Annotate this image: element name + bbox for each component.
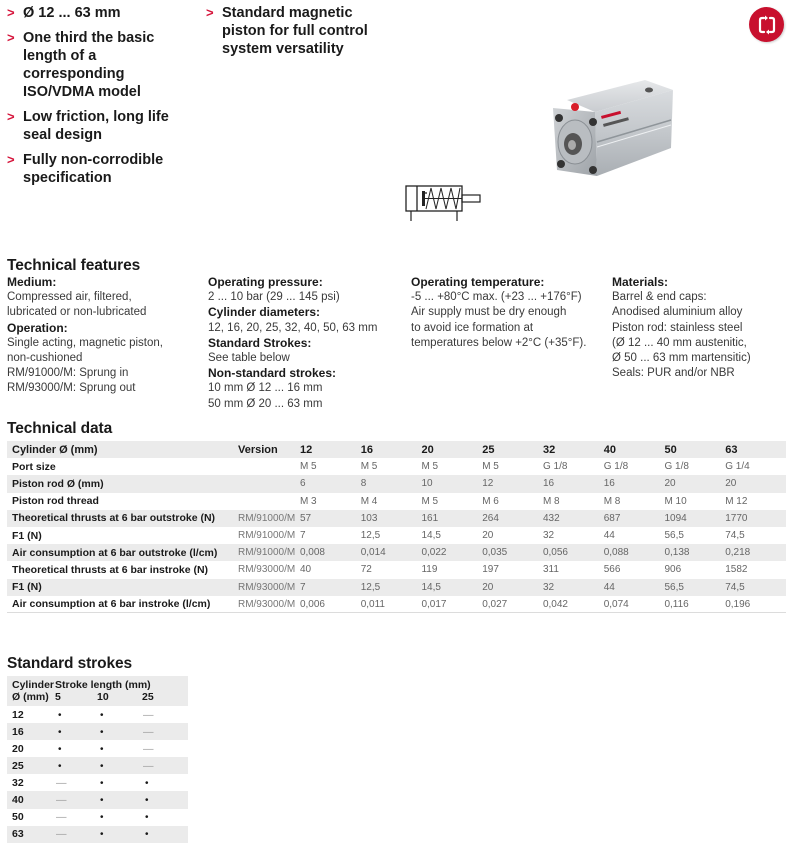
version-cell: RM/93000/M: [238, 579, 300, 596]
value-cell: 687: [604, 510, 665, 527]
header-cell: [55, 676, 188, 706]
value-cell: 197: [482, 561, 543, 578]
table-row: [7, 544, 786, 561]
value-cell: 0,138: [664, 544, 725, 561]
value-cell: 32: [543, 579, 604, 596]
availability-mark: •: [100, 812, 104, 824]
availability-mark: •: [100, 795, 104, 807]
bore-cell: 16: [7, 723, 55, 740]
non-standard-strokes-value: 10 mm Ø 12 ... 16 mm: [208, 382, 323, 395]
operating-temperature-label: Operating temperature:: [411, 275, 545, 289]
value-cell: 0,011: [361, 596, 422, 613]
availability-mark: —: [56, 828, 67, 841]
header-cell: 25: [482, 441, 543, 458]
value-cell: G 1/8: [604, 458, 665, 475]
table-row: [7, 527, 786, 544]
chevron-right-icon: >: [206, 5, 214, 20]
header-cell: 32: [543, 441, 604, 458]
operating-temperature-value: Air supply must be dry enough: [411, 306, 567, 319]
chevron-right-icon: >: [7, 30, 15, 45]
version-cell: RM/93000/M: [238, 596, 300, 613]
availability-mark: •: [145, 777, 149, 789]
value-cell: 103: [361, 510, 422, 527]
availability-mark: —: [143, 708, 154, 721]
param-cell: Theoretical thrusts at 6 bar instroke (N): [7, 561, 238, 578]
operation-value: RM/93000/M: Sprung out: [7, 382, 136, 395]
value-cell: 0,042: [543, 596, 604, 613]
table-header-row: [7, 676, 188, 706]
bore-cell: 63: [7, 826, 55, 843]
medium-value: Compressed air, filtered,: [7, 291, 132, 304]
technical-data-table: [7, 441, 786, 613]
value-cell: M 12: [725, 493, 786, 510]
value-cell: 6: [300, 475, 361, 492]
value-cell: 8: [361, 475, 422, 492]
value-cell: M 5: [482, 458, 543, 475]
value-cell: 14,5: [421, 527, 482, 544]
value-cell: 0,017: [421, 596, 482, 613]
operating-temperature-value: to avoid ice formation at: [411, 321, 534, 334]
value-cell: 32: [543, 527, 604, 544]
header-cell: 16: [361, 441, 422, 458]
refresh-cycle-badge: [749, 7, 784, 42]
value-cell: M 8: [604, 493, 665, 510]
param-cell: Piston rod Ø (mm): [7, 475, 238, 492]
table-row: [7, 826, 188, 843]
value-cell: 7: [300, 579, 361, 596]
operating-pressure-label: Operating pressure:: [208, 275, 323, 289]
refresh-cycle-icon: [757, 14, 777, 36]
operation-value: RM/91000/M: Sprung in: [7, 367, 129, 380]
table-row: [7, 596, 786, 613]
value-cell: 432: [543, 510, 604, 527]
value-cell: 57: [300, 510, 361, 527]
value-cell: M 5: [300, 458, 361, 475]
standard-strokes-label: Standard Strokes:: [208, 335, 312, 350]
value-cell: 44: [604, 527, 665, 544]
header-text: 25: [142, 691, 154, 703]
header-cell: 50: [664, 441, 725, 458]
materials-value: Anodised aluminium alloy: [612, 306, 743, 319]
availability-mark: —: [143, 759, 154, 772]
version-cell: RM/93000/M: [238, 561, 300, 578]
value-cell: 20: [664, 475, 725, 492]
header-cell: [7, 676, 55, 706]
tech-features-col-2: [208, 275, 408, 412]
value-cell: 0,006: [300, 596, 361, 613]
materials-value: Barrel & end caps:: [612, 291, 707, 304]
table-row: [7, 706, 188, 723]
param-cell: Port size: [7, 458, 238, 475]
value-cell: M 10: [664, 493, 725, 510]
value-cell: M 5: [421, 458, 482, 475]
operating-temperature-value: temperatures below +2°C (+35°F).: [411, 336, 587, 349]
materials-value: (Ø 12 ... 40 mm austenitic,: [612, 336, 747, 349]
value-cell: 40: [300, 561, 361, 578]
feature-item: > Low friction, long life seal design: [7, 109, 169, 143]
table-row: [7, 475, 786, 492]
version-cell: RM/91000/M: [238, 527, 300, 544]
table-row: [7, 579, 786, 596]
value-cell: 12: [482, 475, 543, 492]
chevron-right-icon: >: [7, 152, 15, 167]
standard-strokes-title: Standard strokes: [7, 655, 133, 672]
tech-features-col-4: [612, 275, 787, 381]
availability-mark: •: [58, 760, 62, 772]
value-cell: 56,5: [664, 579, 725, 596]
medium-label: Medium:: [7, 275, 57, 289]
availability-mark: •: [145, 829, 149, 841]
value-cell: 16: [543, 475, 604, 492]
technical-data-title: Technical data: [7, 420, 113, 437]
materials-value: Piston rod: stainless steel: [612, 321, 743, 334]
table-row: [7, 740, 188, 757]
availability-mark: —: [56, 776, 67, 789]
operation-value: non-cushioned: [7, 352, 83, 365]
value-cell: 74,5: [725, 527, 786, 544]
param-cell: F1 (N): [7, 527, 238, 544]
table-row: [7, 510, 786, 527]
value-cell: 1582: [725, 561, 786, 578]
table-row: [7, 458, 786, 475]
value-cell: M 8: [543, 493, 604, 510]
param-cell: Theoretical thrusts at 6 bar outstroke (N): [7, 510, 238, 527]
value-cell: 44: [604, 579, 665, 596]
table-row: [7, 561, 786, 578]
operation-label: Operation:: [7, 320, 68, 335]
value-cell: 10: [421, 475, 482, 492]
value-cell: 12,5: [361, 579, 422, 596]
value-cell: 74,5: [725, 579, 786, 596]
value-cell: 119: [421, 561, 482, 578]
param-cell: Piston rod thread: [7, 493, 238, 510]
param-cell: F1 (N): [7, 579, 238, 596]
feature-item: > Fully non-corrodible specification: [7, 152, 164, 186]
value-cell: 0,022: [421, 544, 482, 561]
value-cell: M 6: [482, 493, 543, 510]
compact-cylinder-image: [545, 78, 673, 180]
header-cell: Cylinder Ø (mm): [7, 441, 238, 458]
value-cell: M 5: [361, 458, 422, 475]
value-cell: G 1/8: [543, 458, 604, 475]
version-cell: [238, 458, 300, 475]
availability-mark: •: [145, 795, 149, 807]
table-row: [7, 493, 786, 510]
operating-pressure-value: 2 ... 10 bar (29 ... 145 psi): [208, 291, 340, 304]
standard-strokes-table: [7, 676, 188, 843]
value-cell: 906: [664, 561, 725, 578]
non-standard-strokes-value: 50 mm Ø 20 ... 63 mm: [208, 397, 323, 410]
value-cell: 311: [543, 561, 604, 578]
feature-item: > One third the basic length of a corresponding ISO/VDMA model: [7, 30, 155, 100]
availability-mark: —: [143, 725, 154, 738]
table-row: [7, 809, 188, 826]
value-cell: M 3: [300, 493, 361, 510]
value-cell: 0,088: [604, 544, 665, 561]
availability-mark: —: [56, 794, 67, 807]
value-cell: 20: [482, 527, 543, 544]
value-cell: 16: [604, 475, 665, 492]
availability-mark: •: [100, 777, 104, 789]
chevron-right-icon: >: [7, 5, 15, 20]
table-row: [7, 774, 188, 791]
bore-cell: 25: [7, 757, 55, 774]
availability-mark: •: [100, 760, 104, 772]
header-cell: 40: [604, 441, 665, 458]
value-cell: 0,196: [725, 596, 786, 613]
value-cell: 56,5: [664, 527, 725, 544]
table-row: [7, 723, 188, 740]
standard-strokes-value: See table below: [208, 352, 290, 365]
availability-mark: •: [100, 743, 104, 755]
materials-value: Seals: PUR and/or NBR: [612, 367, 735, 380]
bore-cell: 20: [7, 740, 55, 757]
value-cell: 7: [300, 527, 361, 544]
header-cell: 12: [300, 441, 361, 458]
availability-mark: •: [58, 726, 62, 738]
param-cell: Air consumption at 6 bar outstroke (l/cm): [7, 544, 238, 561]
version-cell: RM/91000/M: [238, 510, 300, 527]
value-cell: 14,5: [421, 579, 482, 596]
chevron-right-icon: >: [7, 109, 15, 124]
feature-item: > Standard magnetic piston for full control system versatility: [206, 5, 368, 57]
value-cell: 20: [725, 475, 786, 492]
value-cell: 264: [482, 510, 543, 527]
table-row: [7, 757, 188, 774]
availability-mark: —: [143, 742, 154, 755]
value-cell: 20: [482, 579, 543, 596]
version-cell: [238, 475, 300, 492]
value-cell: 0,008: [300, 544, 361, 561]
tech-features-col-3: [411, 275, 611, 351]
value-cell: 0,014: [361, 544, 422, 561]
value-cell: 0,056: [543, 544, 604, 561]
value-cell: M 4: [361, 493, 422, 510]
feature-list-left: [7, 4, 197, 194]
header-cell: Version: [238, 441, 300, 458]
bore-cell: 12: [7, 706, 55, 723]
header-text: Stroke length (mm): [55, 679, 151, 691]
header-text: 10: [97, 691, 109, 703]
feature-list-right: [206, 4, 396, 65]
cylinder-diameters-label: Cylinder diameters:: [208, 305, 321, 320]
technical-features-title: Technical features: [7, 257, 141, 274]
value-cell: 12,5: [361, 527, 422, 544]
availability-mark: •: [100, 829, 104, 841]
bore-cell: 32: [7, 774, 55, 791]
availability-mark: •: [100, 726, 104, 738]
materials-label: Materials:: [612, 275, 669, 289]
param-cell: Air consumption at 6 bar instroke (l/cm): [7, 596, 238, 613]
non-standard-strokes-label: Non-standard strokes:: [208, 366, 337, 381]
medium-value: lubricated or non-lubricated: [7, 306, 147, 319]
value-cell: 0,074: [604, 596, 665, 613]
value-cell: 0,027: [482, 596, 543, 613]
version-cell: RM/91000/M: [238, 544, 300, 561]
value-cell: 566: [604, 561, 665, 578]
table-row: [7, 791, 188, 808]
value-cell: G 1/8: [664, 458, 725, 475]
table-header-row: [7, 441, 786, 458]
operation-value: Single acting, magnetic piston,: [7, 336, 163, 349]
header-cell: 63: [725, 441, 786, 458]
header-text: Ø (mm): [12, 691, 49, 703]
operating-temperature-value: -5 ... +80°C max. (+23 ... +176°F): [411, 291, 582, 304]
availability-mark: •: [58, 709, 62, 721]
bore-cell: 40: [7, 791, 55, 808]
value-cell: 0,116: [664, 596, 725, 613]
tech-features-col-1: [7, 275, 202, 397]
value-cell: 72: [361, 561, 422, 578]
bore-cell: 50: [7, 809, 55, 826]
header-text: Cylinder: [12, 679, 55, 691]
value-cell: 1770: [725, 510, 786, 527]
single-acting-cylinder-symbol: [403, 183, 483, 225]
version-cell: [238, 493, 300, 510]
value-cell: 0,035: [482, 544, 543, 561]
materials-value: Ø 50 ... 63 mm martensitic): [612, 352, 751, 365]
value-cell: 1094: [664, 510, 725, 527]
header-text: 5: [55, 691, 61, 703]
availability-mark: •: [58, 743, 62, 755]
value-cell: G 1/4: [725, 458, 786, 475]
header-cell: 20: [421, 441, 482, 458]
cylinder-diameters-value: 12, 16, 20, 25, 32, 40, 50, 63 mm: [208, 321, 378, 334]
availability-mark: •: [145, 812, 149, 824]
feature-item: > Ø 12 ... 63 mm: [7, 5, 121, 21]
availability-mark: •: [100, 709, 104, 721]
value-cell: M 5: [421, 493, 482, 510]
availability-mark: —: [56, 811, 67, 824]
value-cell: 0,218: [725, 544, 786, 561]
value-cell: 161: [421, 510, 482, 527]
